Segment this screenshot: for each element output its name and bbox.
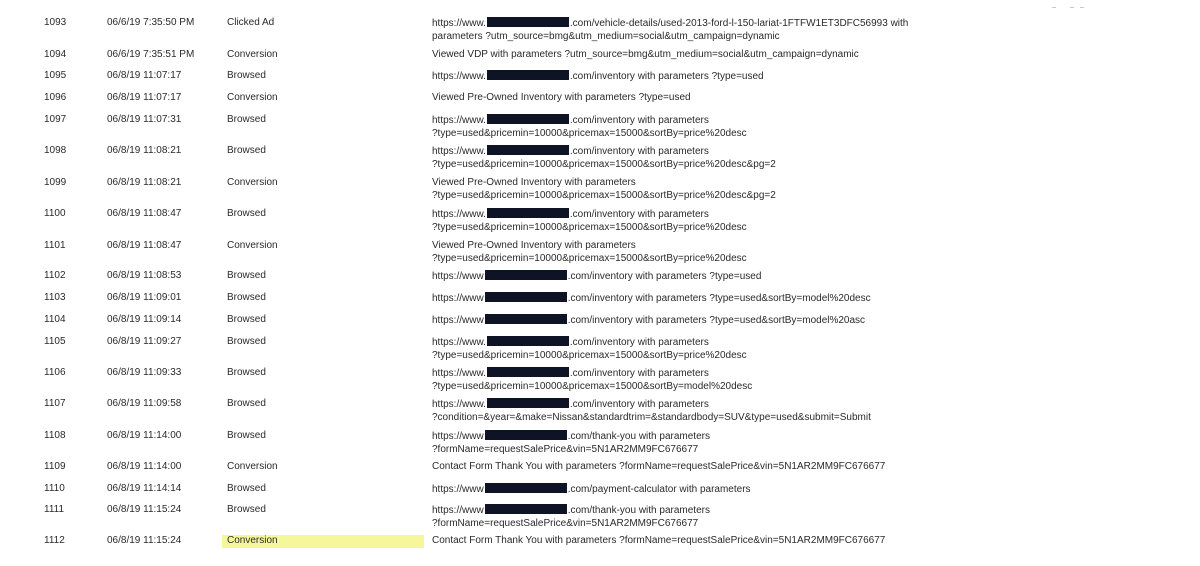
row-timestamp: 06/8/19 11:08:47 — [107, 240, 182, 251]
detail-text: https://www. — [432, 115, 486, 126]
detail-text: .com/thank-you with parameters — [567, 505, 710, 516]
detail-line — [432, 461, 885, 474]
row-id: 1105 — [44, 336, 66, 347]
scan-mark — [1070, 7, 1074, 8]
row-details — [432, 70, 764, 84]
row-details — [432, 430, 710, 456]
row-event: Conversion — [222, 535, 424, 548]
row-event: Browsed — [227, 504, 266, 515]
row-timestamp: 06/8/19 11:14:00 — [107, 461, 182, 472]
detail-text: .com/inventory with parameters ?type=used — [569, 71, 764, 82]
detail-text: .com/payment-calculator with parameters — [567, 484, 751, 495]
detail-text: https://www — [432, 315, 484, 326]
row-event: Conversion — [227, 240, 278, 251]
detail-text: .com/inventory with parameters ?type=used — [567, 271, 762, 282]
row-details — [432, 92, 691, 105]
detail-text: https://www. — [432, 146, 486, 157]
redaction-bar — [487, 17, 569, 27]
detail-text: Viewed Pre-Owned Inventory with parameters — [432, 177, 636, 188]
row-timestamp: 06/8/19 11:08:53 — [107, 270, 182, 281]
scan-mark — [1080, 7, 1084, 8]
row-id: 1111 — [44, 504, 65, 515]
detail-text: ?type=used&pricemin=10000&pricemax=15000&sortBy=price%20desc — [432, 127, 747, 139]
row-timestamp: 06/8/19 11:07:17 — [107, 92, 182, 103]
row-details — [432, 49, 859, 62]
detail-text: .com/thank-you with parameters — [567, 431, 710, 442]
row-details — [432, 270, 761, 284]
detail-text: .com/inventory with parameters — [569, 146, 709, 157]
row-event: Browsed — [227, 336, 266, 347]
row-id: 1096 — [44, 92, 67, 103]
detail-text: Contact Form Thank You with parameters ?formName=requestSalePrice&vin=5N1AR2MM9FC676677 — [432, 461, 886, 472]
detail-text: https://www — [432, 293, 484, 304]
detail-text: https://www — [432, 431, 484, 442]
row-event: Browsed — [227, 145, 266, 156]
row-id: 1106 — [44, 367, 66, 378]
detail-text: .com/inventory with parameters — [569, 368, 709, 379]
detail-text: https://www. — [432, 209, 486, 220]
row-event: Conversion — [227, 92, 278, 103]
detail-line — [432, 518, 710, 531]
detail-text: ?type=used&pricemin=10000&pricemax=15000&sortBy=price%20desc — [432, 252, 747, 264]
redaction-bar — [487, 114, 569, 124]
detail-line — [432, 114, 747, 128]
redaction-bar — [485, 483, 567, 493]
detail-text: parameters ?utm_source=bmg&utm_medium=social&utm_campaign=dynamic — [432, 30, 780, 42]
row-timestamp: 06/8/19 11:08:21 — [107, 145, 182, 156]
detail-line — [432, 208, 747, 222]
detail-text: ?type=used&pricemin=10000&pricemax=15000&sortBy=price%20desc&pg=2 — [432, 189, 776, 201]
row-id: 1093 — [44, 17, 67, 28]
row-details — [432, 17, 908, 43]
row-timestamp: 06/8/19 11:14:14 — [107, 483, 182, 494]
detail-line — [432, 535, 885, 548]
redaction-bar — [485, 504, 567, 514]
row-id: 1098 — [44, 145, 67, 156]
detail-line — [432, 31, 908, 44]
row-details — [432, 240, 747, 265]
row-timestamp: 06/8/19 11:07:31 — [107, 114, 182, 125]
detail-text: https://www — [432, 484, 484, 495]
row-details — [432, 292, 871, 306]
detail-text: ?formName=requestSalePrice&vin=5N1AR2MM9FC676677 — [432, 517, 699, 529]
row-timestamp: 06/8/19 11:09:01 — [107, 292, 182, 303]
detail-line — [432, 128, 747, 141]
row-event: Browsed — [227, 483, 266, 494]
detail-text: .com/inventory with parameters — [569, 209, 709, 220]
row-details — [432, 367, 752, 393]
row-details — [432, 504, 710, 530]
row-id: 1109 — [44, 461, 66, 472]
detail-text: .com/vehicle-details/used-2013-ford-l-150-lariat-1FTFW1ET3DFC56993 with — [569, 18, 909, 29]
row-timestamp: 06/8/19 11:08:47 — [107, 208, 182, 219]
detail-text: .com/inventory with parameters — [569, 399, 709, 410]
detail-line — [432, 253, 747, 266]
row-event: Conversion — [227, 49, 278, 60]
detail-line — [432, 240, 747, 253]
detail-line — [432, 504, 710, 518]
row-id: 1101 — [44, 240, 66, 251]
detail-text: ?condition=&year=&make=Nissan&standardtrim=&standardbody=SUV&type=used&submit=Submit — [432, 411, 871, 423]
detail-text: ?type=used&pricemin=10000&pricemax=15000&sortBy=model%20desc — [432, 380, 753, 392]
row-event: Browsed — [227, 114, 266, 125]
detail-text: https://www. — [432, 18, 486, 29]
row-timestamp: 06/8/19 11:09:58 — [107, 398, 182, 409]
detail-text: .com/inventory with parameters — [569, 115, 709, 126]
row-event: Browsed — [227, 314, 266, 325]
detail-text: ?formName=requestSalePrice&vin=5N1AR2MM9FC676677 — [432, 443, 699, 455]
row-timestamp: 06/8/19 11:09:14 — [107, 314, 182, 325]
row-id: 1103 — [44, 292, 66, 303]
detail-line — [432, 70, 764, 84]
redaction-bar — [485, 270, 567, 280]
detail-line — [432, 145, 776, 159]
detail-text: Contact Form Thank You with parameters ?formName=requestSalePrice&vin=5N1AR2MM9FC676677 — [432, 535, 886, 546]
detail-text: https://www. — [432, 399, 486, 410]
redaction-bar — [487, 70, 569, 80]
detail-text: .com/inventory with parameters ?type=used&sortBy=model%20desc — [567, 293, 871, 304]
redaction-bar — [487, 367, 569, 377]
row-event: Browsed — [227, 430, 266, 441]
row-id: 1108 — [44, 430, 66, 441]
row-event: Clicked Ad — [227, 17, 275, 28]
redaction-bar — [487, 208, 569, 218]
detail-line — [432, 430, 710, 444]
row-event: Browsed — [227, 367, 266, 378]
detail-line — [432, 292, 871, 306]
detail-text: https://www. — [432, 368, 486, 379]
scan-mark — [1052, 7, 1056, 8]
row-details — [432, 314, 865, 328]
detail-line — [432, 159, 776, 172]
detail-line — [432, 314, 865, 328]
detail-line — [432, 49, 859, 62]
detail-text: .com/inventory with parameters — [569, 337, 709, 348]
row-details — [432, 177, 776, 202]
detail-text: Viewed VDP with parameters ?utm_source=bmg&utm_medium=social&utm_campaign=dynamic — [432, 49, 859, 60]
row-id: 1102 — [44, 270, 66, 281]
row-timestamp: 06/8/19 11:15:24 — [107, 504, 182, 515]
row-id: 1094 — [44, 49, 67, 60]
detail-text: https://www. — [432, 71, 486, 82]
row-id: 1110 — [44, 483, 65, 494]
row-event: Browsed — [227, 270, 266, 281]
row-event: Conversion — [227, 461, 278, 472]
row-details — [432, 461, 885, 474]
row-timestamp: 06/8/19 11:09:33 — [107, 367, 182, 378]
redaction-bar — [487, 145, 569, 155]
detail-text: https://www — [432, 505, 484, 516]
row-details — [432, 336, 747, 362]
detail-line — [432, 222, 747, 235]
detail-text: .com/inventory with parameters ?type=used&sortBy=model%20asc — [567, 315, 866, 326]
row-id: 1097 — [44, 114, 67, 125]
row-details — [432, 208, 747, 234]
redaction-bar — [487, 398, 569, 408]
row-timestamp: 06/6/19 7:35:50 PM — [107, 17, 195, 28]
row-timestamp: 06/8/19 11:14:00 — [107, 430, 182, 441]
row-details — [432, 114, 747, 140]
detail-line — [432, 398, 871, 412]
row-details — [432, 535, 885, 548]
row-id: 1104 — [44, 314, 66, 325]
detail-line — [432, 412, 871, 425]
detail-line — [432, 350, 747, 363]
redaction-bar — [485, 314, 567, 324]
detail-text: https://www. — [432, 337, 486, 348]
detail-line — [432, 270, 761, 284]
detail-line — [432, 381, 752, 394]
redaction-bar — [485, 292, 567, 302]
row-id: 1107 — [44, 398, 66, 409]
row-timestamp: 06/8/19 11:09:27 — [107, 336, 182, 347]
detail-line — [432, 177, 776, 190]
detail-text: ?type=used&pricemin=10000&pricemax=15000&sortBy=price%20desc — [432, 221, 747, 233]
row-event: Browsed — [227, 398, 266, 409]
detail-line — [432, 367, 752, 381]
detail-text: Viewed Pre-Owned Inventory with parameters — [432, 240, 636, 251]
row-id: 1112 — [44, 535, 65, 546]
detail-text: https://www — [432, 271, 484, 282]
row-details — [432, 145, 776, 171]
row-id: 1100 — [44, 208, 66, 219]
row-timestamp: 06/6/19 7:35:51 PM — [107, 49, 195, 60]
row-timestamp: 06/8/19 11:07:17 — [107, 70, 182, 81]
detail-text: ?type=used&pricemin=10000&pricemax=15000&sortBy=price%20desc — [432, 349, 747, 361]
redaction-bar — [485, 430, 567, 440]
row-event: Browsed — [227, 208, 266, 219]
row-id: 1095 — [44, 70, 67, 81]
detail-text: Viewed Pre-Owned Inventory with parameters ?type=used — [432, 92, 691, 103]
detail-line — [432, 17, 908, 31]
detail-line — [432, 92, 691, 105]
redaction-bar — [487, 336, 569, 346]
row-event: Browsed — [227, 292, 266, 303]
detail-line — [432, 444, 710, 457]
detail-line — [432, 336, 747, 350]
row-event: Conversion — [227, 177, 278, 188]
detail-text: ?type=used&pricemin=10000&pricemax=15000&sortBy=price%20desc&pg=2 — [432, 158, 776, 170]
row-timestamp: 06/8/19 11:15:24 — [107, 535, 182, 546]
row-timestamp: 06/8/19 11:08:21 — [107, 177, 182, 188]
row-details — [432, 398, 871, 424]
row-event: Browsed — [227, 70, 266, 81]
detail-line — [432, 190, 776, 203]
row-details — [432, 483, 751, 497]
row-id: 1099 — [44, 177, 67, 188]
detail-line — [432, 483, 751, 497]
